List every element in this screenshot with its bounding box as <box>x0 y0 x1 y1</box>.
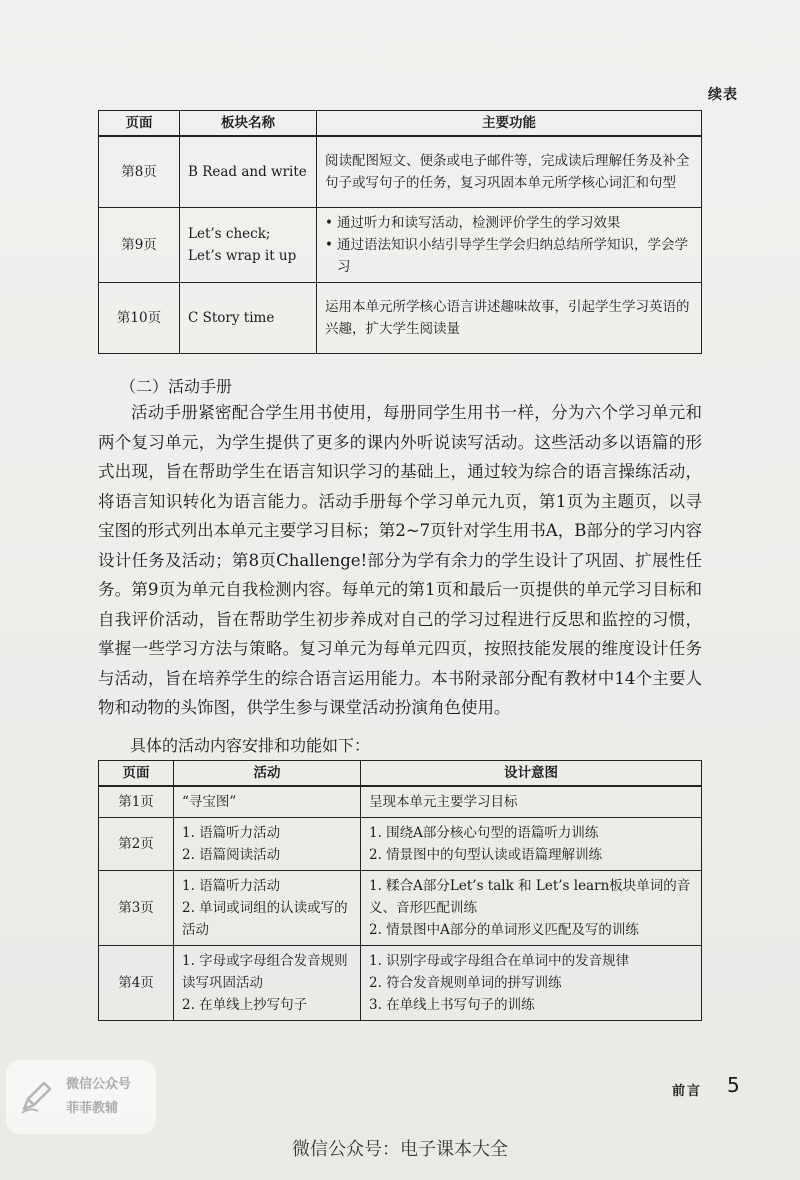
page-cell: 第2页 <box>99 818 174 871</box>
page-number: 5 <box>727 1073 740 1097</box>
design-line: 2. 情景图中A部分的单词形义匹配及写的训练 <box>369 922 639 938</box>
design-line: 1. 围绕A部分核心句型的语篇听力训练 <box>369 825 599 841</box>
table-row <box>99 946 702 1021</box>
table-row <box>99 136 702 208</box>
function-cell: 阅读配图短文、便条或电子邮件等，完成读后理解任务及补全句子或写句子的任务，复习巩固本单元所学核心词汇和句型 <box>317 136 702 208</box>
continued-label: 续表 <box>708 87 738 103</box>
column-header: 设计意图 <box>361 761 702 787</box>
watermark-text <box>66 1073 131 1121</box>
design-line: 3. 在单线上书写句子的训练 <box>369 997 535 1013</box>
section-cell: B Read and write <box>180 136 317 208</box>
page-function-table <box>98 110 702 354</box>
body-paragraph: 活动手册紧密配合学生用书使用，每册同学生用书一样，分为六个学习单元和两个复习单元，为学生提供了更多的课内外听说读写活动。这些活动多以语篇的形式出现，旨在帮助学生在语言知识学习的基础上，通过较为综合的语言操练活动，将语言知识转化为语言能力。活动手册每个学习单元九页，第1页为主题页，以寻宝图的形式列出本单元主要学习目标；第2~7页针对学生用书A，B部分的学习内容设计任务及活动；第8页Challenge!部分为学有余力的学生设计了巩固、扩展性任务。第9页为单元自我检测内容。每单元的第1页和最后一页提供的单元学习目标和自我评价活动，旨在帮助学生初步养成对自己的学习过程进行反思和监控的习惯，掌握一些学习方法与策略。复习单元为每单元四页，按照技能发展的维度设计任务与活动，旨在培养学生的综合语言运用能力。本书附录部分配有教材中14个主要人物和动物的头饰图，供学生参与课堂活动扮演角色使用。 <box>98 403 702 717</box>
pen-icon <box>16 1077 56 1117</box>
column-header: 板块名称 <box>180 111 317 137</box>
design-line: 1. 识别字母或字母组合在单词中的发音规律 <box>369 953 630 969</box>
watermark-badge <box>6 1060 156 1134</box>
table-row <box>99 818 702 871</box>
activity-line: “寻宝图” <box>182 794 237 810</box>
table-row <box>99 786 702 818</box>
watermark-line: 菲菲教辅 <box>66 1101 119 1116</box>
design-cell <box>361 871 702 946</box>
design-line: 1. 糅合A部分Let’s talk 和 Let’s learn板块单词的音义、音形匹配训练 <box>369 878 691 916</box>
bullet-item: • 通过语法知识小结引导学生学会归纳总结所学知识，学会学习 <box>325 234 693 278</box>
table-row <box>99 283 702 354</box>
function-cell <box>317 208 702 283</box>
section-line: Let’s check; <box>188 226 271 242</box>
table-header-row <box>99 761 702 787</box>
table-row <box>99 208 702 283</box>
section-cell <box>180 208 317 283</box>
watermark-line: 微信公众号 <box>66 1077 132 1092</box>
bullet-item: • 通过听力和读写活动，检测评价学生的学习效果 <box>325 212 693 234</box>
table-row <box>99 871 702 946</box>
activity-line: 1. 语篇听力活动 <box>182 878 281 894</box>
section-line: Let’s wrap it up <box>188 248 297 264</box>
activity-cell <box>174 946 361 1021</box>
design-line: 2. 情景图中的句型认读或语篇理解训练 <box>369 847 603 863</box>
table-header-row <box>99 111 702 137</box>
page-cell: 第9页 <box>99 208 180 283</box>
activity-cell <box>174 818 361 871</box>
activity-line: 2. 单词或词组的认读或写的活动 <box>182 900 348 938</box>
page-cell: 第3页 <box>99 871 174 946</box>
activity-line: 1. 字母或字母组合发音规则读写巩固活动 <box>182 953 348 991</box>
design-cell <box>361 786 702 818</box>
design-cell <box>361 818 702 871</box>
column-header: 主要功能 <box>317 111 702 137</box>
table-intro-line: 具体的活动内容安排和功能如下： <box>130 736 371 755</box>
page-cell: 第4页 <box>99 946 174 1021</box>
column-header: 页面 <box>99 761 174 787</box>
activity-line: 2. 在单线上抄写句子 <box>182 997 308 1013</box>
column-header: 活动 <box>174 761 361 787</box>
column-header: 页面 <box>99 111 180 137</box>
section-cell: C Story time <box>180 283 317 354</box>
activity-cell <box>174 871 361 946</box>
bullet-list <box>325 212 693 278</box>
activity-table <box>98 760 702 1021</box>
bottom-caption: 微信公众号：电子课本大全 <box>292 1139 508 1160</box>
activity-line: 1. 语篇听力活动 <box>182 825 281 841</box>
activity-cell <box>174 786 361 818</box>
design-line: 2. 符合发音规则单词的拼写训练 <box>369 975 562 991</box>
design-line: 呈现本单元主要学习目标 <box>369 794 518 810</box>
page-cell: 第10页 <box>99 283 180 354</box>
footer-chapter-label: 前言 <box>672 1084 703 1099</box>
function-cell: 运用本单元所学核心语言讲述趣味故事，引起学生学习英语的兴趣，扩大学生阅读量 <box>317 283 702 354</box>
activity-line: 2. 语篇阅读活动 <box>182 847 281 863</box>
page-cell: 第8页 <box>99 136 180 208</box>
page-cell: 第1页 <box>99 786 174 818</box>
design-cell <box>361 946 702 1021</box>
section-heading: （二）活动手册 <box>120 377 233 396</box>
